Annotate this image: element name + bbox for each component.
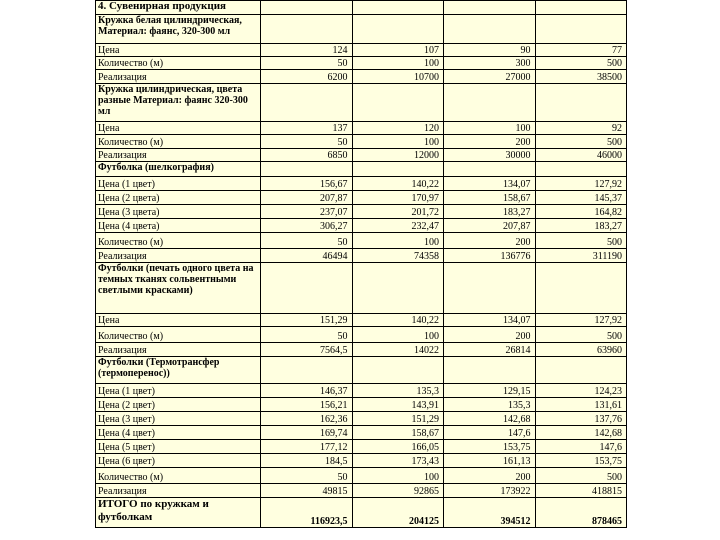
value-cell: 500: [535, 135, 627, 149]
value-cell: 50: [261, 135, 353, 149]
section-header-row: [96, 162, 627, 177]
value-cell: 204125: [352, 498, 444, 528]
value-cell: 131,61: [535, 398, 627, 412]
value-cell: 50: [261, 57, 353, 70]
value-cell: 134,07: [444, 177, 536, 191]
value-cell: 10700: [352, 70, 444, 84]
value-cell: 140,22: [352, 314, 444, 327]
value-cell: [444, 1, 536, 15]
value-cell: 173,43: [352, 454, 444, 468]
value-cell: [444, 357, 536, 384]
value-cell: 135,3: [444, 398, 536, 412]
table-row: [96, 57, 627, 70]
row-label-cell: Количество (м): [96, 327, 261, 343]
table-row: [96, 149, 627, 162]
value-cell: [352, 357, 444, 384]
table-row: [96, 44, 627, 57]
value-cell: 127,92: [535, 314, 627, 327]
total-row: [96, 498, 627, 528]
table-row: [96, 219, 627, 233]
value-cell: 237,07: [261, 205, 353, 219]
value-cell: 200: [444, 233, 536, 249]
row-label-cell: Количество (м): [96, 468, 261, 484]
value-cell: 14022: [352, 343, 444, 357]
value-cell: [261, 84, 353, 122]
value-cell: [535, 162, 627, 177]
value-cell: 142,68: [444, 412, 536, 426]
value-cell: [535, 84, 627, 122]
value-cell: [444, 84, 536, 122]
value-cell: 147,6: [444, 426, 536, 440]
table-row: [96, 122, 627, 135]
value-cell: 46000: [535, 149, 627, 162]
table-row: [96, 398, 627, 412]
table-row: [96, 440, 627, 454]
value-cell: 151,29: [261, 314, 353, 327]
table-row: [96, 135, 627, 149]
value-cell: 145,37: [535, 191, 627, 205]
value-cell: 38500: [535, 70, 627, 84]
row-label-cell: Кружка цилиндрическая, цвета разные Материал: фаянс 320-300 мл: [96, 84, 261, 122]
row-label-cell: Количество (м): [96, 135, 261, 149]
row-label-cell: Футболки (Термотрансфер (термоперенос)): [96, 357, 261, 384]
value-cell: 100: [352, 135, 444, 149]
value-cell: 50: [261, 233, 353, 249]
spreadsheet-table: [95, 0, 627, 528]
table-row: [96, 177, 627, 191]
row-label-cell: Цена (3 цвет): [96, 412, 261, 426]
value-cell: 500: [535, 233, 627, 249]
row-label-cell: Цена (4 цвет): [96, 426, 261, 440]
section-header-row: [96, 84, 627, 122]
value-cell: 90: [444, 44, 536, 57]
value-cell: 129,15: [444, 384, 536, 398]
table-row: [96, 412, 627, 426]
value-cell: 134,07: [444, 314, 536, 327]
value-cell: [444, 15, 536, 44]
value-cell: 77: [535, 44, 627, 57]
value-cell: [352, 1, 444, 15]
section-header-row: [96, 263, 627, 314]
row-label-cell: Реализация: [96, 249, 261, 263]
value-cell: [444, 162, 536, 177]
table-row: [96, 454, 627, 468]
table-row: [96, 468, 627, 484]
value-cell: 137: [261, 122, 353, 135]
value-cell: [535, 263, 627, 314]
value-cell: 158,67: [444, 191, 536, 205]
value-cell: 878465: [535, 498, 627, 528]
row-label-cell: Цена: [96, 122, 261, 135]
value-cell: 300: [444, 57, 536, 70]
value-cell: 26814: [444, 343, 536, 357]
value-cell: 156,67: [261, 177, 353, 191]
value-cell: 74358: [352, 249, 444, 263]
value-cell: 500: [535, 468, 627, 484]
value-cell: 156,21: [261, 398, 353, 412]
row-label-cell: 4. Сувенирная продукция: [96, 1, 261, 15]
value-cell: 137,76: [535, 412, 627, 426]
value-cell: 394512: [444, 498, 536, 528]
value-cell: 164,82: [535, 205, 627, 219]
value-cell: 173922: [444, 484, 536, 498]
value-cell: [444, 263, 536, 314]
table-row: [96, 205, 627, 219]
table-row: [96, 314, 627, 327]
value-cell: [261, 15, 353, 44]
value-cell: 184,5: [261, 454, 353, 468]
value-cell: [261, 357, 353, 384]
row-label-cell: Реализация: [96, 484, 261, 498]
value-cell: 46494: [261, 249, 353, 263]
value-cell: [535, 1, 627, 15]
spreadsheet-body: [96, 1, 627, 528]
value-cell: 100: [352, 468, 444, 484]
row-label-cell: Цена (1 цвет): [96, 177, 261, 191]
row-label-cell: Цена: [96, 314, 261, 327]
table-row: [96, 70, 627, 84]
row-label-cell: Цена: [96, 44, 261, 57]
row-label-cell: Футболка (шелкография): [96, 162, 261, 177]
value-cell: [261, 1, 353, 15]
value-cell: 50: [261, 468, 353, 484]
section-header-row: [96, 1, 627, 15]
value-cell: [352, 15, 444, 44]
value-cell: 27000: [444, 70, 536, 84]
value-cell: 107: [352, 44, 444, 57]
value-cell: 136776: [444, 249, 536, 263]
value-cell: 169,74: [261, 426, 353, 440]
row-label-cell: Реализация: [96, 70, 261, 84]
table-row: [96, 191, 627, 205]
value-cell: 124,23: [535, 384, 627, 398]
value-cell: 166,05: [352, 440, 444, 454]
value-cell: [261, 263, 353, 314]
value-cell: 158,67: [352, 426, 444, 440]
row-label-cell: Количество (м): [96, 57, 261, 70]
row-label-cell: Реализация: [96, 343, 261, 357]
row-label-cell: Футболки (печать одного цвета на темных тканях сольвентными светлыми красками): [96, 263, 261, 314]
value-cell: [261, 162, 353, 177]
value-cell: 153,75: [535, 454, 627, 468]
value-cell: 162,36: [261, 412, 353, 426]
value-cell: 200: [444, 327, 536, 343]
row-label-cell: Реализация: [96, 149, 261, 162]
value-cell: 170,97: [352, 191, 444, 205]
value-cell: 500: [535, 57, 627, 70]
value-cell: 100: [352, 327, 444, 343]
value-cell: 200: [444, 468, 536, 484]
table-row: [96, 384, 627, 398]
value-cell: 50: [261, 327, 353, 343]
value-cell: 127,92: [535, 177, 627, 191]
value-cell: 135,3: [352, 384, 444, 398]
value-cell: 100: [352, 233, 444, 249]
value-cell: 6850: [261, 149, 353, 162]
value-cell: 153,75: [444, 440, 536, 454]
value-cell: 207,87: [261, 191, 353, 205]
row-label-cell: Кружка белая цилиндрическая, Материал: фаянс, 320-300 мл: [96, 15, 261, 44]
value-cell: 177,12: [261, 440, 353, 454]
value-cell: 49815: [261, 484, 353, 498]
row-label-cell: Цена (3 цвета): [96, 205, 261, 219]
table-row: [96, 327, 627, 343]
value-cell: 100: [444, 122, 536, 135]
table-row: [96, 233, 627, 249]
row-label-cell: Цена (1 цвет): [96, 384, 261, 398]
value-cell: 124: [261, 44, 353, 57]
value-cell: 147,6: [535, 440, 627, 454]
value-cell: 6200: [261, 70, 353, 84]
value-cell: 183,27: [444, 205, 536, 219]
row-label-cell: Количество (м): [96, 233, 261, 249]
value-cell: [535, 15, 627, 44]
value-cell: 207,87: [444, 219, 536, 233]
value-cell: 116923,5: [261, 498, 353, 528]
value-cell: [352, 84, 444, 122]
row-label-cell: Цена (6 цвет): [96, 454, 261, 468]
value-cell: 183,27: [535, 219, 627, 233]
value-cell: 500: [535, 327, 627, 343]
value-cell: 418815: [535, 484, 627, 498]
row-label-cell: Цена (2 цвет): [96, 398, 261, 412]
value-cell: 143,91: [352, 398, 444, 412]
value-cell: 200: [444, 135, 536, 149]
section-header-row: [96, 357, 627, 384]
value-cell: [535, 357, 627, 384]
value-cell: 12000: [352, 149, 444, 162]
value-cell: 63960: [535, 343, 627, 357]
value-cell: 92865: [352, 484, 444, 498]
value-cell: 151,29: [352, 412, 444, 426]
value-cell: 142,68: [535, 426, 627, 440]
row-label-cell: Цена (4 цвета): [96, 219, 261, 233]
table-row: [96, 484, 627, 498]
table-row: [96, 249, 627, 263]
row-label-cell: ИТОГО по кружкам и футболкам: [96, 498, 261, 528]
row-label-cell: Цена (2 цвета): [96, 191, 261, 205]
value-cell: 311190: [535, 249, 627, 263]
value-cell: [352, 162, 444, 177]
table-row: [96, 343, 627, 357]
row-label-cell: Цена (5 цвет): [96, 440, 261, 454]
value-cell: [352, 263, 444, 314]
value-cell: 306,27: [261, 219, 353, 233]
value-cell: 232,47: [352, 219, 444, 233]
value-cell: 140,22: [352, 177, 444, 191]
section-header-row: [96, 15, 627, 44]
value-cell: 201,72: [352, 205, 444, 219]
table-row: [96, 426, 627, 440]
value-cell: 146,37: [261, 384, 353, 398]
value-cell: 92: [535, 122, 627, 135]
value-cell: 100: [352, 57, 444, 70]
value-cell: 30000: [444, 149, 536, 162]
value-cell: 161,13: [444, 454, 536, 468]
value-cell: 7564,5: [261, 343, 353, 357]
value-cell: 120: [352, 122, 444, 135]
